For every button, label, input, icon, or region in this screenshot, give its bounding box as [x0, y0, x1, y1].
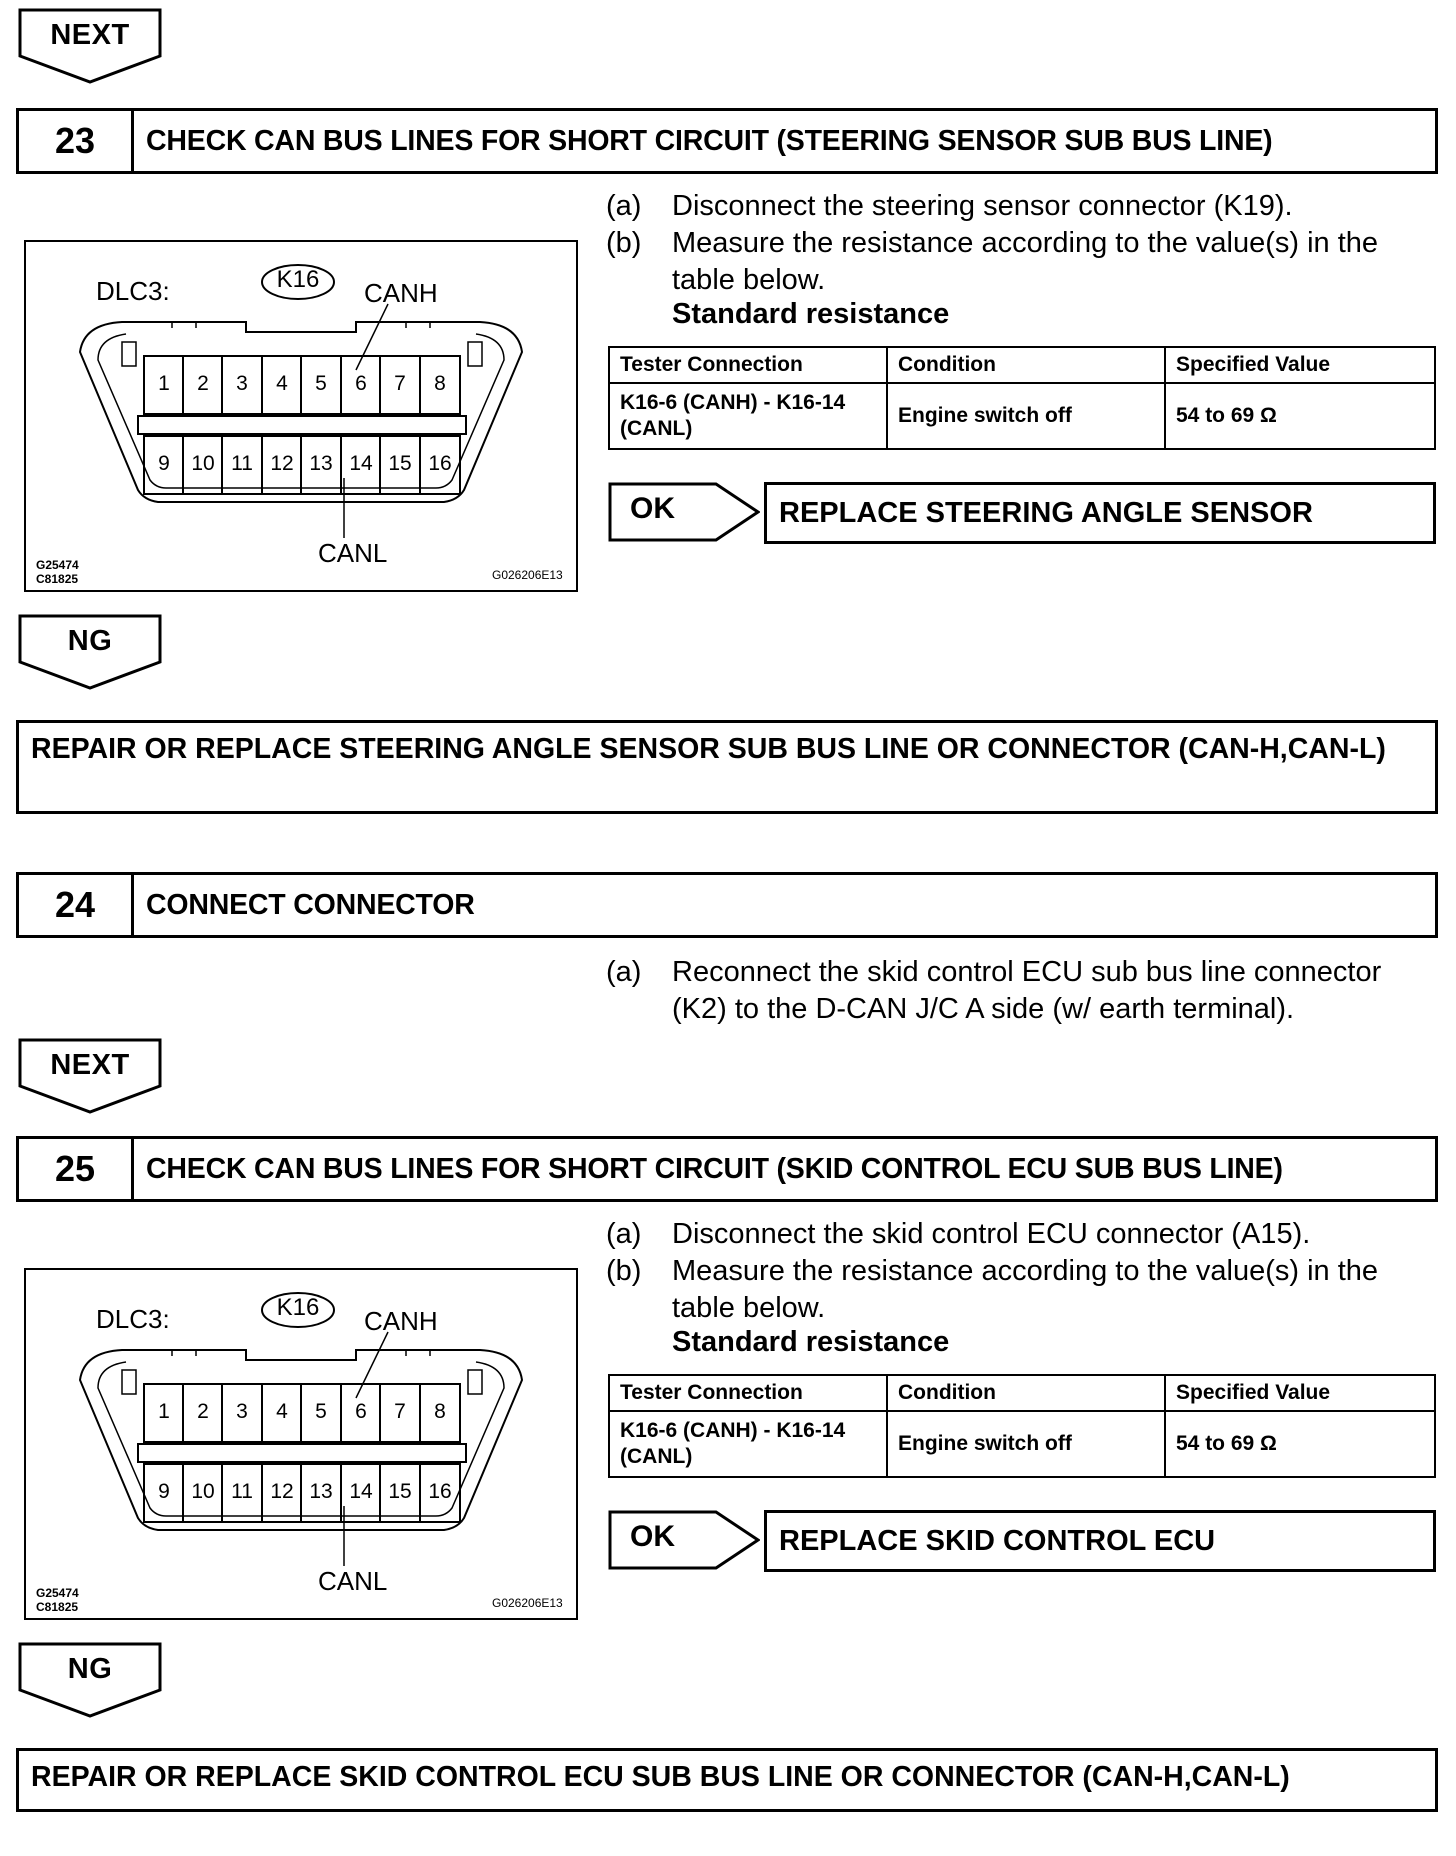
canl-label: CANL — [318, 538, 388, 568]
next-flow-tag — [18, 8, 162, 78]
connector-id-label: K16 — [276, 266, 320, 293]
table-row — [609, 383, 1435, 449]
standard-resistance-label: Standard resistance — [672, 1326, 950, 1358]
pin-3: 3 — [236, 372, 248, 395]
pin-16: 16 — [428, 1480, 452, 1503]
cell-tester-connection: K16-6 (CANH) - K16-14 (CANL) — [609, 1411, 887, 1477]
ok-result-box: REPLACE STEERING ANGLE SENSOR — [764, 482, 1436, 544]
next-label: NEXT — [50, 1049, 130, 1081]
figure-code-left-2: C81825 — [36, 572, 79, 586]
instruction-a: (a) Reconnect the skid control ECU sub bus line connector (K2) to the D-CAN J/C A side (w/ earth terminal). — [606, 956, 1382, 1025]
pin-15: 15 — [388, 452, 412, 475]
step-title: CONNECT CONNECTOR — [146, 888, 475, 921]
cell-tester-connection: K16-6 (CANH) - K16-14 (CANL) — [609, 383, 887, 449]
dlc3-label: DLC3: — [96, 276, 170, 306]
pin-16: 16 — [428, 452, 452, 475]
step-title: CHECK CAN BUS LINES FOR SHORT CIRCUIT (STEERING SENSOR SUB BUS LINE) — [146, 124, 1273, 157]
ok-label: OK — [630, 492, 675, 525]
header-specified-value: Specified Value — [1165, 1375, 1435, 1411]
dlc3-connector-figure — [24, 1268, 578, 1620]
next-label: NEXT — [50, 19, 130, 51]
step-24-header — [16, 872, 1438, 938]
pin-15: 15 — [388, 1480, 412, 1503]
dlc3-connector-figure — [24, 240, 578, 592]
cell-condition: Engine switch off — [887, 383, 1165, 449]
instruction-a: (a) Disconnect the skid control ECU connector (A15). — [606, 1218, 1311, 1250]
cell-specified-value: 54 to 69 Ω — [1165, 383, 1435, 449]
step-25-instructions — [606, 1216, 1436, 1327]
step-23-header — [16, 108, 1438, 174]
figure-code-left-1: G25474 — [36, 558, 79, 572]
pin-6: 6 — [355, 1400, 367, 1423]
pin-9: 9 — [158, 1480, 170, 1503]
figure-code-right: G026206E13 — [492, 568, 563, 582]
instruction-a: (a) Disconnect the steering sensor connector (K19). — [606, 190, 1293, 222]
instruction-b: (b) Measure the resistance according to the value(s) in the table below. — [606, 227, 1379, 296]
pin-10: 10 — [191, 1480, 215, 1503]
next-flow-tag — [18, 1038, 162, 1108]
figure-code-left-2: C81825 — [36, 1600, 79, 1614]
ok-flow-tag — [608, 482, 760, 542]
step-number: 24 — [19, 875, 134, 935]
canh-label: CANH — [364, 278, 438, 308]
header-tester-connection: Tester Connection — [609, 347, 887, 383]
pin-3: 3 — [236, 1400, 248, 1423]
header-specified-value: Specified Value — [1165, 347, 1435, 383]
pin-11: 11 — [231, 452, 253, 475]
pin-6: 6 — [355, 372, 367, 395]
step-24-instructions — [606, 954, 1436, 1028]
pin-1: 1 — [158, 372, 170, 395]
ng-result-box: REPAIR OR REPLACE STEERING ANGLE SENSOR SUB BUS LINE OR CONNECTOR (CAN-H,CAN-L) — [16, 720, 1438, 814]
pin-1: 1 — [158, 1400, 170, 1423]
step-23-instructions — [606, 188, 1436, 299]
pin-8: 8 — [434, 372, 446, 395]
pin-13: 13 — [309, 452, 333, 475]
table-row — [609, 1411, 1435, 1477]
canl-label: CANL — [318, 1566, 388, 1596]
pin-8: 8 — [434, 1400, 446, 1423]
pin-5: 5 — [315, 372, 327, 395]
pin-12: 12 — [270, 1480, 294, 1503]
canh-label: CANH — [364, 1306, 438, 1336]
pin-14: 14 — [349, 452, 373, 475]
ok-flow-tag — [608, 1510, 760, 1570]
ng-result-box: REPAIR OR REPLACE SKID CONTROL ECU SUB BUS LINE OR CONNECTOR (CAN-H,CAN-L) — [16, 1748, 1438, 1812]
pin-12: 12 — [270, 452, 294, 475]
figure-code-right: G026206E13 — [492, 1596, 563, 1610]
pin-2: 2 — [197, 372, 209, 395]
pin-2: 2 — [197, 1400, 209, 1423]
pin-5: 5 — [315, 1400, 327, 1423]
pin-7: 7 — [394, 1400, 406, 1423]
ng-flow-tag — [18, 614, 162, 684]
figure-code-left-1: G25474 — [36, 1586, 79, 1600]
pin-11: 11 — [231, 1480, 253, 1503]
header-condition: Condition — [887, 1375, 1165, 1411]
pin-14: 14 — [349, 1480, 373, 1503]
standard-resistance-label: Standard resistance — [672, 298, 950, 330]
ng-label: NG — [67, 1653, 113, 1685]
pin-9: 9 — [158, 452, 170, 475]
pin-4: 4 — [276, 372, 288, 395]
pin-13: 13 — [309, 1480, 333, 1503]
header-condition: Condition — [887, 347, 1165, 383]
ng-label: NG — [67, 625, 113, 657]
cell-condition: Engine switch off — [887, 1411, 1165, 1477]
ng-flow-tag — [18, 1642, 162, 1712]
cell-specified-value: 54 to 69 Ω — [1165, 1411, 1435, 1477]
pin-7: 7 — [394, 372, 406, 395]
step-number: 23 — [19, 111, 134, 171]
connector-id-label: K16 — [276, 1294, 320, 1321]
step-title: CHECK CAN BUS LINES FOR SHORT CIRCUIT (SKID CONTROL ECU SUB BUS LINE) — [146, 1152, 1283, 1185]
step-25-header — [16, 1136, 1438, 1202]
dlc3-label: DLC3: — [96, 1304, 170, 1334]
spec-table — [608, 346, 1436, 450]
ok-label: OK — [630, 1520, 675, 1553]
instruction-b: (b) Measure the resistance according to the value(s) in the table below. — [606, 1255, 1379, 1324]
step-number: 25 — [19, 1139, 134, 1199]
ok-result-box: REPLACE SKID CONTROL ECU — [764, 1510, 1436, 1572]
pin-10: 10 — [191, 452, 215, 475]
pin-4: 4 — [276, 1400, 288, 1423]
header-tester-connection: Tester Connection — [609, 1375, 887, 1411]
spec-table — [608, 1374, 1436, 1478]
